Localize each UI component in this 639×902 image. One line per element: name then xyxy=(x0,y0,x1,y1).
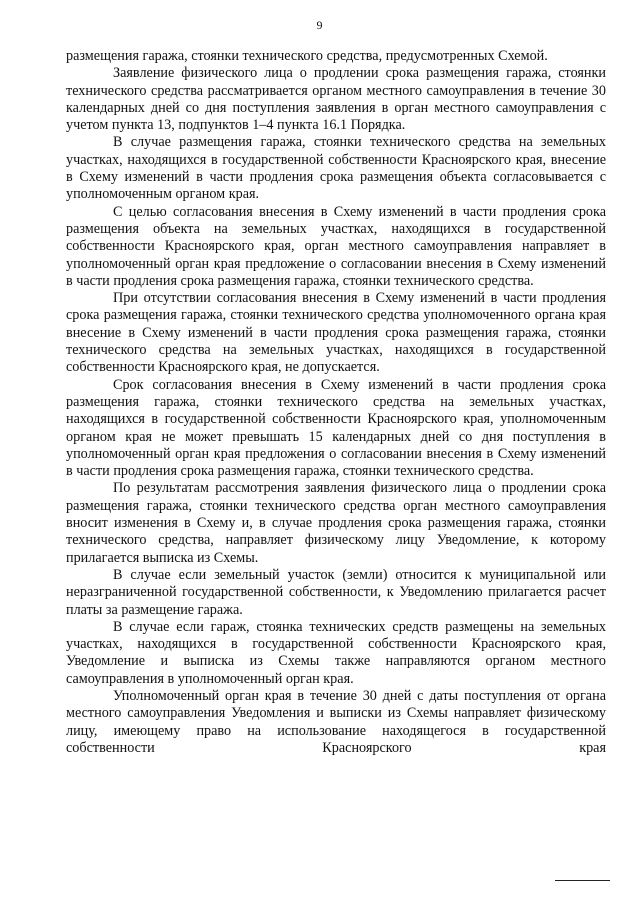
document-body xyxy=(66,48,606,757)
paragraph: По результатам рассмотрения заявления физического лица о продлении срока размещения гаража, стоянки технического средства орган местного самоуправления вносит изменения в Схему и, в случае продления срока размещения гаража, стоянки технического средства, направляет физическому лицу Уведомление, к которому прилагается выписка из Схемы. xyxy=(66,480,606,566)
footer-rule xyxy=(555,880,610,881)
paragraph: В случае если земельный участок (земли) относится к муниципальной или неразграниченной государственной собственности, к Уведомлению прилагается расчет платы за размещение гаража. xyxy=(66,566,606,618)
paragraph: В случае если гараж, стоянка технических средств размещены на земельных участках, находящихся в государственной собственности Красноярского края, Уведомление и выписка из Схемы также направляются органом местного самоуправления в уполномоченный орган края. xyxy=(66,618,606,687)
paragraph: Заявление физического лица о продлении срока размещения гаража, стоянки технического средства рассматривается органом местного самоуправления в течение 30 календарных дней со дня поступления заявления в орган местного самоуправления с учетом пункта 13, подпунктов 1–4 пункта 16.1 Порядка. xyxy=(66,65,606,134)
paragraph: Срок согласования внесения в Схему изменений в части продления срока размещения гаража, стоянки технического средства на земельных участках, находящихся в государственной собственности Красноярского края, уполномоченным органом края не может превышать 15 календарных дней со дня поступления в уполномоченный орган края предложения о согласовании внесения в Схему изменений в части продления срока размещения гаража, стоянки технического средства. xyxy=(66,376,606,480)
paragraph: С целью согласования внесения в Схему изменений в части продления срока размещения объекта на земельных участках, находящихся в государственной собственности Красноярского края, орган местного самоуправления направляет в уполномоченный орган края предложение о согласовании внесения в Схему изменений в части продления срока размещения гаража, стоянки технического средства. xyxy=(66,203,606,289)
paragraph: размещения гаража, стоянки технического средства, предусмотренных Схемой. xyxy=(66,48,548,64)
paragraph: В случае размещения гаража, стоянки технического средства на земельных участках, находящихся в государственной собственности Красноярского края, внесение в Схему изменений в части продления срока размещения объекта согласовывается с уполномоченным органом края. xyxy=(66,134,606,203)
paragraph: При отсутствии согласования внесения в Схему изменений в части продления срока размещения гаража, стоянки технического средства уполномоченного органа края внесение в Схему изменений в части продления срока размещения гаража, стоянки технического средства на земельных участках, находящихся в государственной собственности Красноярского края, не допускается. xyxy=(66,290,606,376)
paragraph: Уполномоченный орган края в течение 30 дней с даты поступления от органа местного самоуправления Уведомления и выписки из Схемы направляет физическому лицу, имеющему право на использование находящегося в государственной собственности Красноярского края xyxy=(66,687,606,756)
page-number: 9 xyxy=(316,18,323,32)
